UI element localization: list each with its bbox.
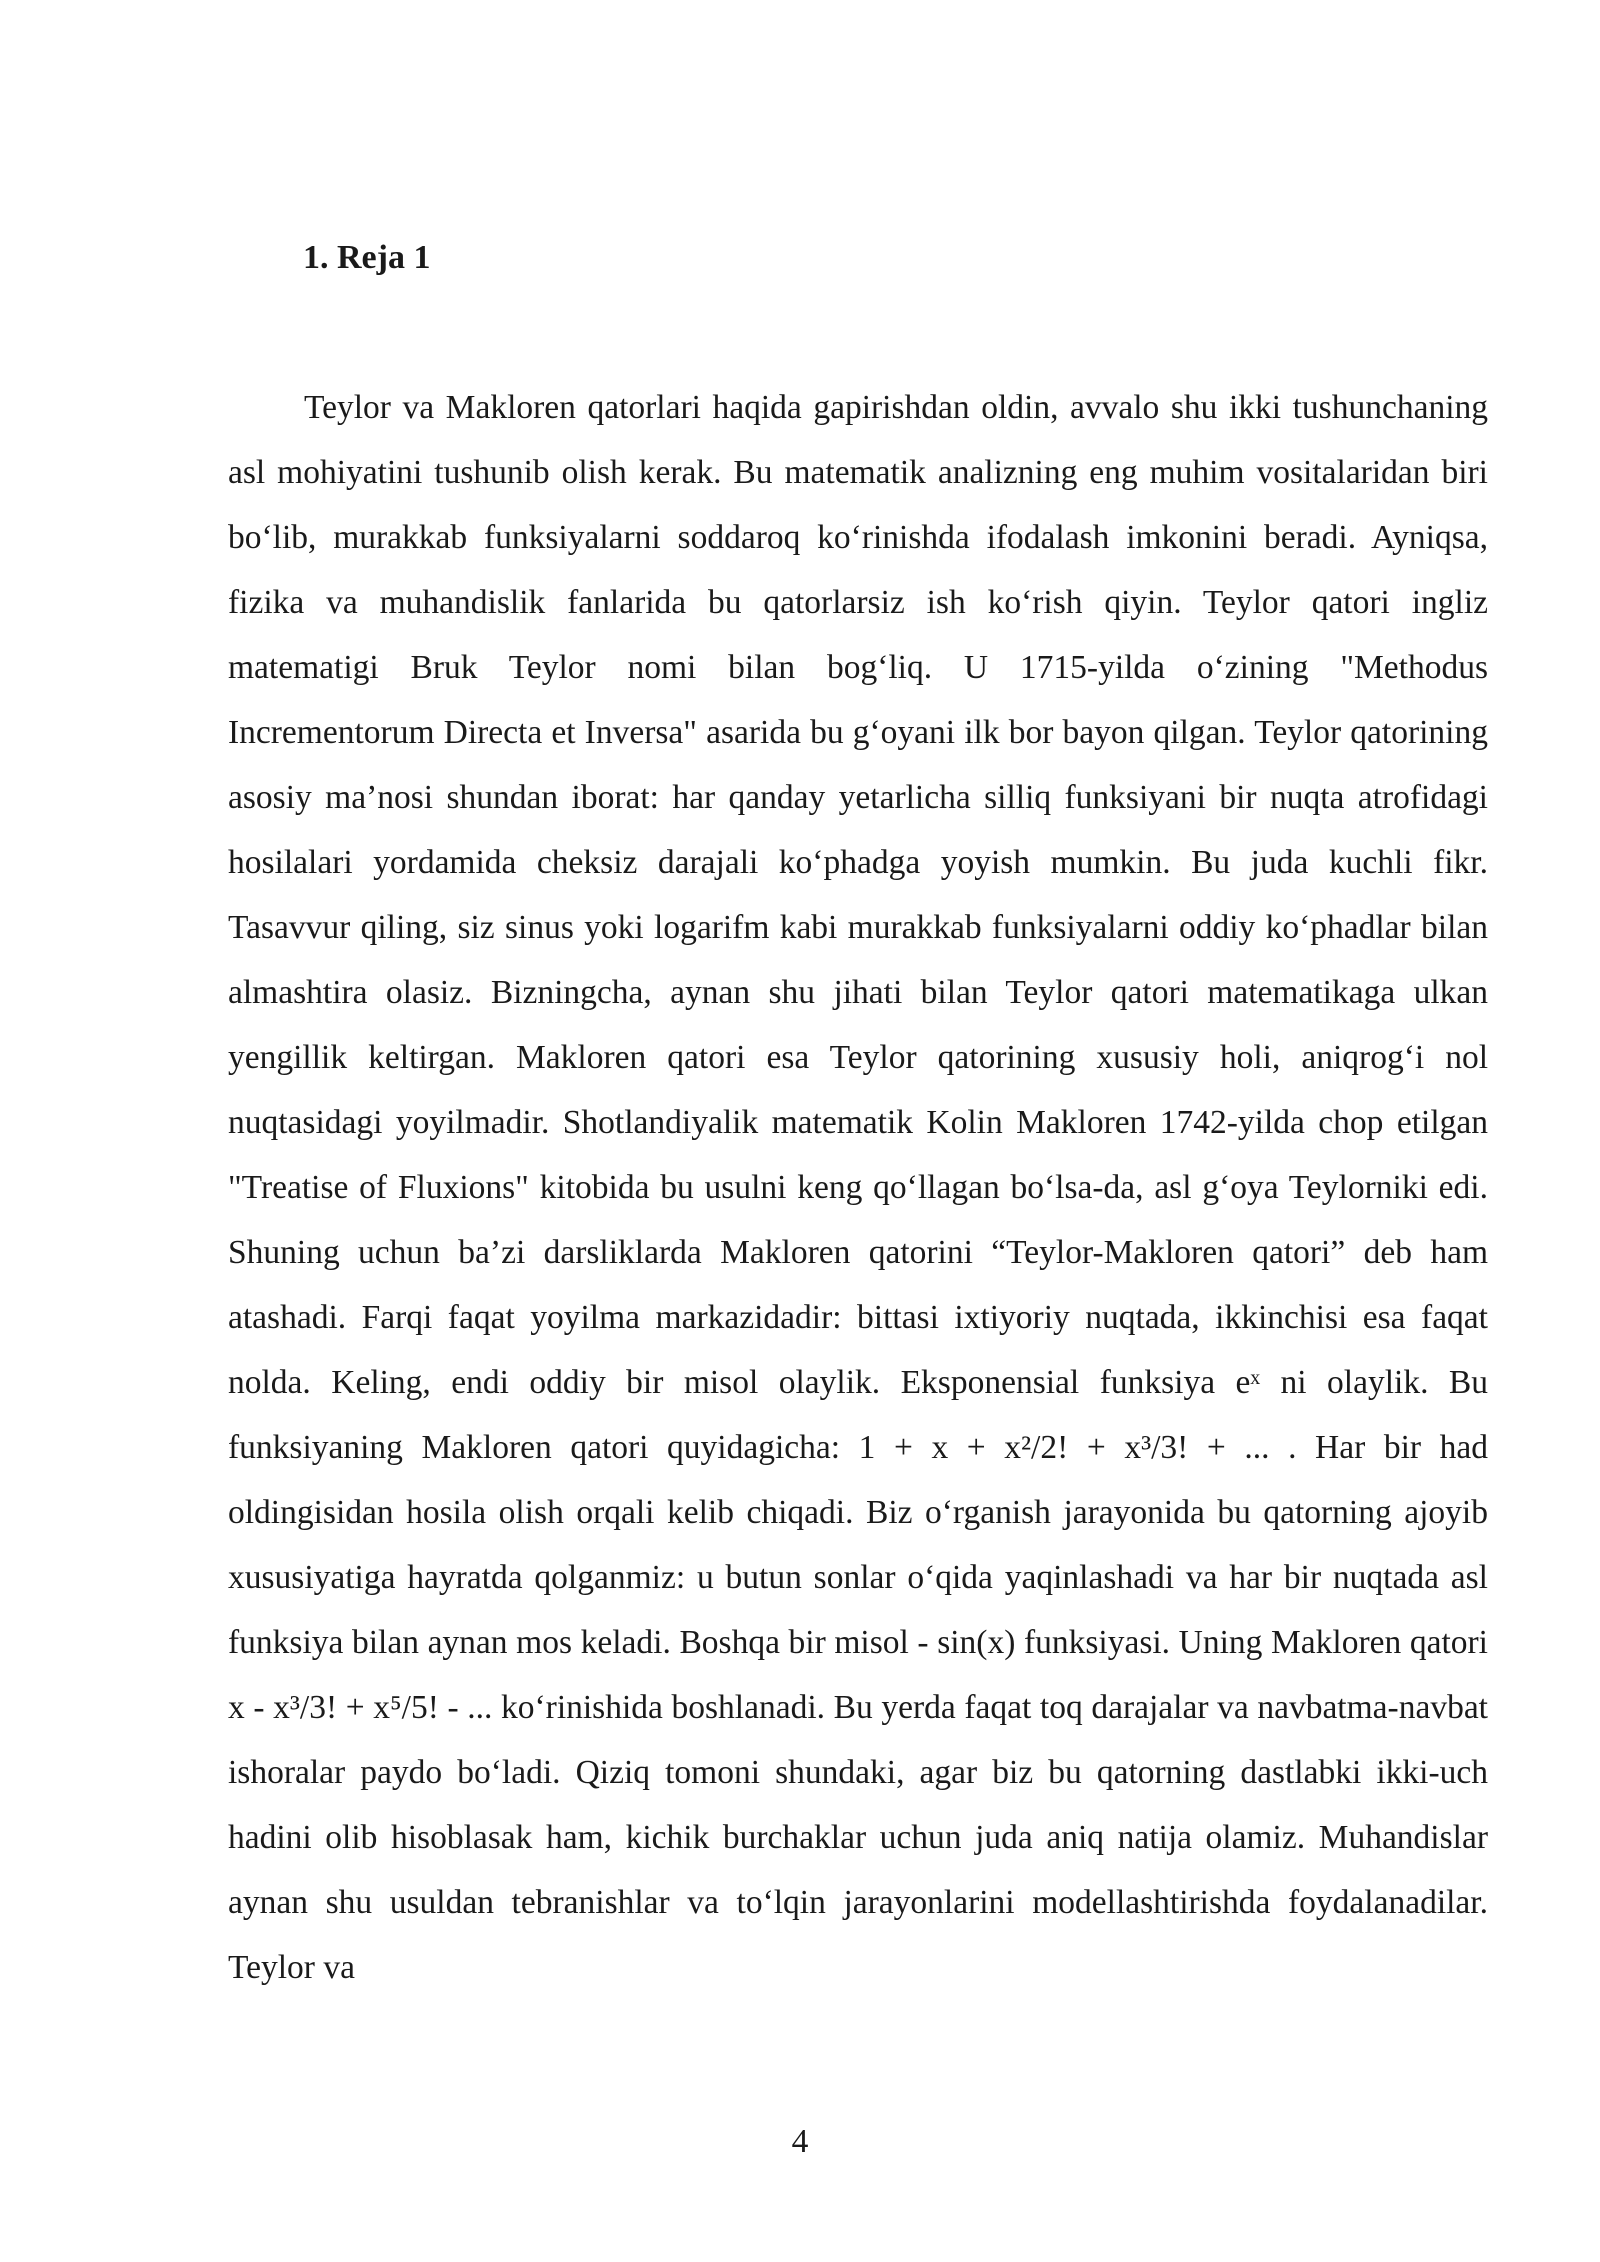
section-heading: 1. Reja 1 [303,239,431,276]
page-number: 4 [791,2123,809,2160]
body-paragraph: Teylor va Makloren qatorlari haqida gapirishdan oldin, avvalo shu ikki tushunchaning asl mohiyatini tushunib olish kerak. Bu matematik analizning eng muhim vositalaridan biri bo‘lib, murakkab funksiyalarni soddaroq ko‘rinishda ifodalash imkonini beradi. Ayniqsa, fizika va muhandislik fanlarida bu qatorlarsiz ish ko‘rish qiyin. Teylor qatori ingliz matematigi Bruk Teylor nomi bilan bog‘liq. U 1715-yilda o‘zining "Methodus Incrementorum Directa et Inversa" asarida bu g‘oyani ilk bor bayon qilgan. Teylor qatorining asosiy ma’nosi shundan iborat: har qanday yetarlicha silliq funksiyani bir nuqta atrofidagi hosilalari yordamida cheksiz darajali ko‘phadga yoyish mumkin. Bu juda kuchli fikr. Tasavvur qiling, siz sinus yoki logarifm kabi murakkab funksiyalarni oddiy ko‘phadlar bilan almashtira olasiz. Bizningcha, aynan shu jihati bilan Teylor qatori matematikaga ulkan yengillik keltirgan. Makloren qatori esa Teylor qatorining xususiy holi, aniqrog‘i nol nuqtasidagi yoyilmadir. Shotlandiyalik matematik Kolin Makloren 1742-yilda chop etilgan "Treatise of Fluxions" kitobida bu usulni keng qo‘llagan bo‘lsa-da, asl g‘oya Teylorniki edi. Shuning uchun ba’zi darsliklarda Makloren qatorini “Teylor-Makloren qatori” deb ham atashadi. Farqi faqat yoyilma markazidadir: bittasi ixtiyoriy nuqtada, ikkinchisi esa faqat nolda. Keling, endi oddiy bir misol olaylik. Eksponensial funksiya eˣ ni olaylik. Bu funksiyaning Makloren qatori quyidagicha: 1 + x + x²/2! + x³/3! + ... . Har bir had oldingisidan hosila olish orqali kelib chiqadi. Biz o‘rganish jarayonida bu qatorning ajoyib xususiyatiga hayratda qolganmiz: u butun sonlar o‘qida yaqinlashadi va har bir nuqtada asl funksiya bilan aynan mos keladi. Boshqa bir misol - sin(x) funksiyasi. Uning Makloren qatori x - x³/3! + x⁵/5! - ... ko‘rinishida boshlanadi. Bu yerda faqat toq darajalar va navbatma-navbat ishoralar paydo bo‘ladi. Qiziq tomoni shundaki, agar biz bu qatorning dastlabki ikki-uch hadini olib hisoblasak ham, kichik burchaklar uchun juda aniq natija olamiz. Muhandislar aynan shu usuldan tebranishlar va to‘lqin jarayonlarini modellashtirishda foydalanadilar. Teylor va [228,389,1488,1986]
